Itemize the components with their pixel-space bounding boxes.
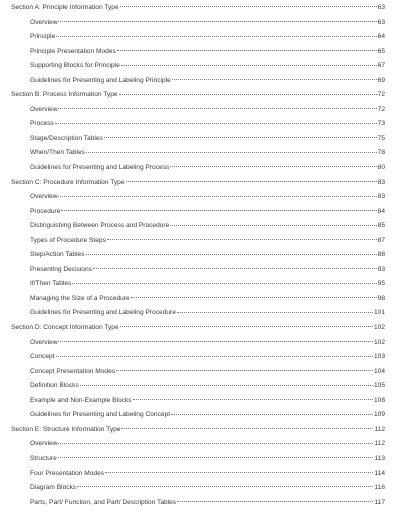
dot-leader bbox=[170, 166, 376, 167]
toc-entry-title: Concept Presentation Modes bbox=[30, 367, 116, 375]
toc-subsection-entry[interactable] bbox=[11, 481, 385, 496]
toc-entry-title: Guidelines for Presenting and Labeling Concept bbox=[30, 411, 171, 419]
toc-page-number: 84 bbox=[377, 207, 385, 215]
toc-entry-title: Distinguishing Between Process and Procedure bbox=[30, 222, 170, 230]
toc-page-number: 69 bbox=[377, 76, 385, 84]
toc-entry-title: Overview bbox=[30, 440, 58, 448]
dot-leader bbox=[172, 79, 377, 80]
toc-entry-title: Types of Procedure Steps bbox=[30, 236, 106, 244]
toc-entry-title: Guidelines for Presenting and Labeling Procedure bbox=[30, 309, 176, 317]
toc-entry-title: Diagram Blocks bbox=[30, 484, 77, 492]
toc-subsection-entry[interactable] bbox=[11, 437, 385, 452]
dot-leader bbox=[58, 108, 376, 109]
toc-entry-title: Guidelines for Presenting and Labeling Process bbox=[30, 164, 170, 172]
dot-leader bbox=[72, 283, 376, 284]
toc-subsection-entry[interactable] bbox=[11, 205, 385, 220]
dot-leader bbox=[56, 356, 373, 357]
toc-subsection-entry[interactable] bbox=[11, 103, 385, 118]
toc-page-number: 75 bbox=[377, 134, 385, 142]
toc-subsection-entry[interactable] bbox=[11, 234, 385, 249]
toc-entry-title: When/Then Tables bbox=[30, 149, 85, 157]
toc-section-entry[interactable] bbox=[11, 321, 385, 336]
dot-leader bbox=[58, 21, 376, 22]
toc-subsection-entry[interactable] bbox=[11, 277, 385, 292]
dot-leader bbox=[93, 268, 377, 269]
dot-leader bbox=[77, 486, 373, 487]
toc-entry-title: Stage/Description Tables bbox=[30, 134, 103, 142]
toc-entry-title: Section B: Process Information Type bbox=[11, 91, 118, 99]
dot-leader bbox=[86, 254, 377, 255]
toc-page-number: 113 bbox=[374, 454, 385, 462]
toc-page-number: 98 bbox=[377, 294, 385, 302]
dot-leader bbox=[104, 137, 377, 138]
toc-subsection-entry[interactable] bbox=[11, 394, 385, 409]
toc-entry-title: If/Then Tables bbox=[30, 280, 72, 288]
toc-page-number: 112 bbox=[374, 440, 385, 448]
dot-leader bbox=[171, 414, 373, 415]
toc-subsection-entry[interactable] bbox=[11, 336, 385, 351]
toc-subsection-entry[interactable] bbox=[11, 59, 385, 74]
toc-subsection-entry[interactable] bbox=[11, 306, 385, 321]
toc-page-number: 85 bbox=[377, 222, 385, 230]
toc-entry-title: Structure bbox=[30, 454, 57, 462]
toc-entry-title: Step/Action Tables bbox=[30, 251, 85, 259]
toc-entry-title: Section E: Structure Information Type bbox=[11, 425, 121, 433]
toc-entry-title: Overview bbox=[30, 338, 58, 346]
toc-entry-title: Example and Non-Example Blocks bbox=[30, 396, 132, 404]
dot-leader bbox=[170, 225, 376, 226]
toc-page-number: 63 bbox=[377, 18, 385, 26]
toc-page-number: 80 bbox=[377, 164, 385, 172]
toc-page-number: 109 bbox=[373, 411, 385, 419]
toc-entry-title: Supporting Blocks for Principle bbox=[30, 62, 120, 70]
dot-leader bbox=[55, 123, 377, 124]
dot-leader bbox=[58, 457, 374, 458]
toc-subsection-entry[interactable] bbox=[11, 146, 385, 161]
toc-page-number: 73 bbox=[377, 120, 385, 128]
toc-entry-title: Parts, Part/ Function, and Part/ Description Tables bbox=[30, 498, 177, 506]
toc-page-number: 116 bbox=[374, 484, 385, 492]
dot-leader bbox=[58, 341, 373, 342]
dot-leader bbox=[56, 36, 376, 37]
toc-subsection-entry[interactable] bbox=[11, 132, 385, 147]
toc-subsection-entry[interactable] bbox=[11, 263, 385, 278]
toc-page-number: 87 bbox=[377, 236, 385, 244]
toc-page-number: 102 bbox=[373, 338, 385, 346]
toc-page-number: 63 bbox=[377, 4, 385, 11]
toc-subsection-entry[interactable] bbox=[11, 117, 385, 132]
toc-page-number: 102 bbox=[373, 324, 385, 332]
toc-entry-title: Principle Presentation Modes bbox=[30, 47, 116, 55]
dot-leader bbox=[117, 50, 377, 51]
toc-subsection-entry[interactable] bbox=[11, 496, 385, 511]
toc-subsection-entry[interactable] bbox=[11, 452, 385, 467]
dot-leader bbox=[116, 370, 373, 371]
toc-page-number: 78 bbox=[377, 149, 385, 157]
toc-subsection-entry[interactable] bbox=[11, 467, 385, 482]
toc-entry-title: Managing the Size of a Procedure bbox=[30, 294, 130, 302]
toc-page-number: 72 bbox=[377, 91, 385, 99]
toc-section-entry[interactable] bbox=[11, 1, 385, 16]
dot-leader bbox=[177, 501, 373, 502]
toc-subsection-entry[interactable] bbox=[11, 248, 385, 263]
dot-leader bbox=[121, 65, 377, 66]
toc-entry-title: Definition Blocks bbox=[30, 382, 79, 390]
toc-subsection-entry[interactable] bbox=[11, 74, 385, 89]
toc-page-number: 95 bbox=[377, 280, 385, 288]
dot-leader bbox=[121, 428, 373, 429]
toc-section-entry[interactable] bbox=[11, 423, 385, 438]
dot-leader bbox=[177, 312, 373, 313]
toc-subsection-entry[interactable] bbox=[11, 408, 385, 423]
toc-section-entry[interactable] bbox=[11, 176, 385, 191]
toc-entry-title: Overview bbox=[30, 18, 58, 26]
toc-section-entry[interactable] bbox=[11, 88, 385, 103]
toc-entry-title: Guidelines for Presenting and Labeling Principle bbox=[30, 76, 171, 84]
toc-subsection-entry[interactable] bbox=[11, 30, 385, 45]
toc-page-number: 105 bbox=[373, 382, 385, 390]
toc-entry-title: Section A: Principle Information Type bbox=[11, 4, 119, 11]
toc-subsection-entry[interactable] bbox=[11, 365, 385, 380]
toc-page-number: 101 bbox=[373, 309, 385, 317]
dot-leader bbox=[61, 210, 376, 211]
toc-subsection-entry[interactable] bbox=[11, 161, 385, 176]
dot-leader bbox=[58, 196, 376, 197]
toc-page-number: 117 bbox=[374, 498, 385, 506]
toc-page-number: 112 bbox=[374, 425, 385, 433]
toc-subsection-entry[interactable] bbox=[11, 16, 385, 31]
toc-page-number: 65 bbox=[377, 47, 385, 55]
dot-leader bbox=[120, 326, 373, 327]
toc-page-number: 83 bbox=[377, 178, 385, 186]
dot-leader bbox=[86, 152, 377, 153]
toc-page-number: 67 bbox=[377, 62, 385, 70]
toc-subsection-entry[interactable] bbox=[11, 190, 385, 205]
toc-page-number: 64 bbox=[377, 33, 385, 41]
toc-entry-title: Section D: Concept Information Type bbox=[11, 324, 119, 332]
toc-subsection-entry[interactable] bbox=[11, 350, 385, 365]
dot-leader bbox=[126, 181, 377, 182]
dot-leader bbox=[120, 6, 377, 7]
dot-leader bbox=[131, 297, 377, 298]
toc-entry-title: Concept bbox=[30, 353, 55, 361]
toc-entry-title: Principle bbox=[30, 33, 56, 41]
toc-entry-title: Section C: Procedure Information Type bbox=[11, 178, 125, 186]
toc-page-number: 88 bbox=[377, 251, 385, 259]
toc-page-number: 103 bbox=[373, 353, 385, 361]
dot-leader bbox=[107, 239, 377, 240]
toc-subsection-entry[interactable] bbox=[11, 292, 385, 307]
toc-subsection-entry[interactable] bbox=[11, 219, 385, 234]
toc-entry-title: Overview bbox=[30, 193, 58, 201]
dot-leader bbox=[133, 399, 373, 400]
toc-subsection-entry[interactable] bbox=[11, 45, 385, 60]
dot-leader bbox=[119, 94, 377, 95]
toc-page-number: 83 bbox=[377, 193, 385, 201]
toc-page-number: 72 bbox=[377, 105, 385, 113]
toc-entry-title: Presenting Decisions bbox=[30, 265, 92, 273]
toc-page-number: 93 bbox=[377, 265, 385, 273]
table-of-contents bbox=[11, 1, 385, 510]
dot-leader bbox=[105, 472, 373, 473]
toc-subsection-entry[interactable] bbox=[11, 379, 385, 394]
toc-entry-title: Procedure bbox=[30, 207, 61, 215]
dot-leader bbox=[58, 443, 373, 444]
toc-page-number: 108 bbox=[373, 396, 385, 404]
toc-page-number: 104 bbox=[373, 367, 385, 375]
toc-entry-title: Overview bbox=[30, 105, 58, 113]
toc-entry-title: Four Presentation Modes bbox=[30, 469, 105, 477]
toc-page-number: 114 bbox=[374, 469, 385, 477]
dot-leader bbox=[80, 385, 373, 386]
toc-entry-title: Process bbox=[30, 120, 54, 128]
